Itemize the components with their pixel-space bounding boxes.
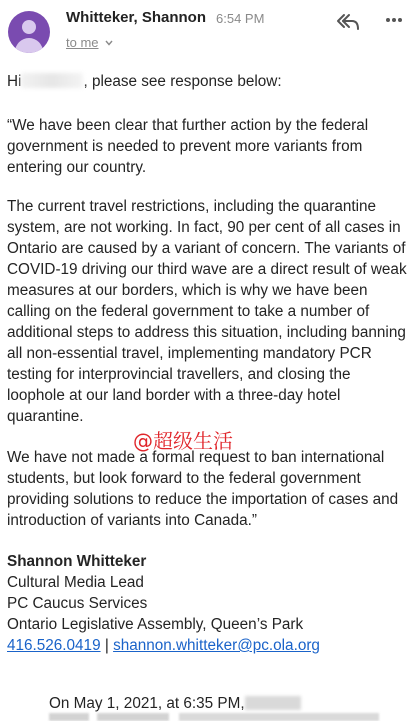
greeting-line (7, 71, 407, 92)
avatar-head (22, 20, 36, 34)
phone-link[interactable]: 416.526.0419 (7, 637, 101, 654)
quoted-header-text: On May 1, 2021, at 6:35 PM, (49, 695, 245, 712)
sender-name[interactable]: Whitteker, Shannon (66, 9, 207, 26)
message-paragraph-1: “We have been clear that further action by the federal government is needed to prevent more variants from entering our country. (7, 117, 369, 176)
avatar-body (15, 38, 43, 53)
sender-avatar[interactable] (8, 11, 50, 53)
signature-block (7, 551, 320, 656)
quoted-cutoff-line (49, 713, 379, 721)
signature-title: Cultural Media Lead (7, 574, 144, 591)
greeting-suffix: , please see response below: (83, 73, 282, 90)
recipient-toggle[interactable]: to me (66, 35, 99, 50)
email-link[interactable]: shannon.whitteker@pc.ola.org (113, 637, 320, 654)
watermark: @超级生活 (133, 429, 233, 453)
message-paragraph-3: We have not made a formal request to ban international students, but look forward to the federal government providing solutions to reduce the importation of cases and introduction of variants into Canada.” (7, 449, 399, 529)
signature-name: Shannon Whitteker (7, 553, 147, 570)
greeting-prefix: Hi (7, 73, 22, 90)
message-header (0, 0, 411, 60)
redacted-sender (245, 696, 301, 710)
signature-contact (7, 635, 320, 656)
chevron-down-icon[interactable] (104, 38, 114, 48)
signature-organization: Ontario Legislative Assembly, Queen’s Park (7, 616, 304, 633)
message-time: 6:54 PM (216, 11, 265, 26)
reply-all-icon[interactable] (336, 12, 360, 32)
quoted-message-header[interactable] (49, 693, 301, 714)
contact-separator: | (104, 637, 109, 654)
redacted-name (21, 73, 83, 88)
more-dots-icon[interactable] (385, 16, 403, 24)
signature-department: PC Caucus Services (7, 595, 148, 612)
message-paragraph-2: The current travel restrictions, including the quarantine system, are not working. In fact, 90 per cent of all cases in Ontario are caused by a variant of concern. The variants of COVID-19 driving our third wave are a direct result of weak measures at our borders, which is why we have been calling on the federal government to take a number of additional steps to address this situation, including banning all non-essential travel, implementing mandatory PCR testing for interprovincial travellers, and closing the loophole at our land border with a three-day hotel quarantine. (7, 198, 407, 425)
